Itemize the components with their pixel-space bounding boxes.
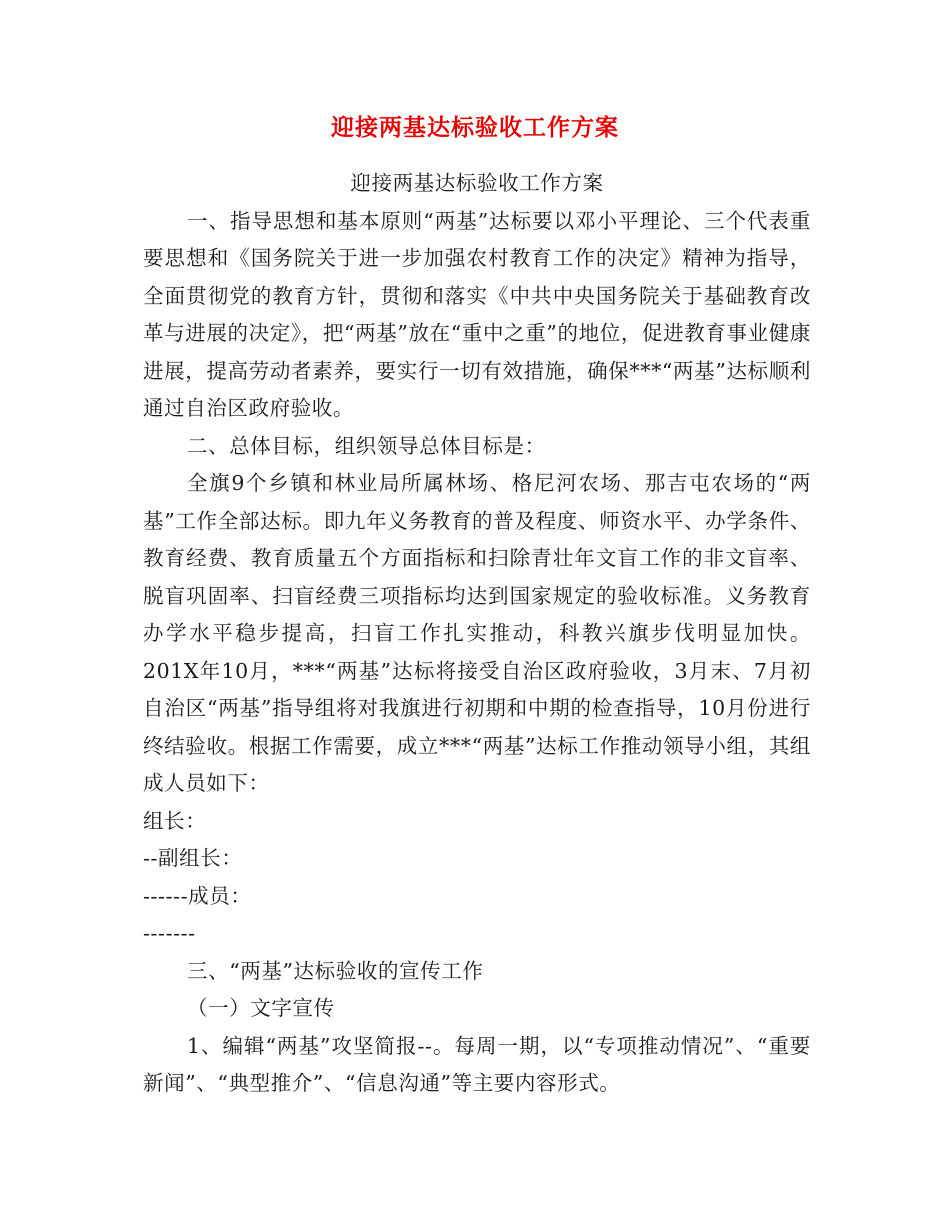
paragraph-briefing: 1、编辑“两基”攻坚简报--。每周一期，以“专项推动情况”、“重要新闻”、“典型推介”、“信息沟通”等主要内容形式。: [143, 1033, 811, 1095]
paragraph-guiding-principles: 一、指导思想和基本原则“两基”达标要以邓小平理论、三个代表重要思想和《国务院关于进一步加强农村教育工作的决定》精神为指导，全面贯彻党的教育方针，贯彻和落实《中共中央国务院关于基础教育改革与进展的决定》，把“两基”放在“重中之重”的地位，促进教育事业健康进展，提高劳动者素养，要实行一切有效措施，确保***“两基”达标顺利通过自治区政府验收。: [143, 208, 811, 420]
line-deputy-leader: --副组长：: [143, 846, 243, 870]
line-dashes: -------: [143, 921, 196, 945]
document-title: 迎接两基达标验收工作方案: [331, 114, 619, 141]
paragraph-overall-goal-heading: 二、总体目标，组织领导总体目标是：: [187, 433, 546, 458]
paragraph-text-publicity: （一）文字宣传: [187, 996, 335, 1020]
line-group-leader: 组长：: [143, 808, 207, 833]
document-body: [143, 165, 811, 1103]
paragraph-publicity-heading: 三、“两基”达标验收的宣传工作: [187, 958, 484, 983]
paragraph-overall-goal: 全旗9个乡镇和林业局所属林场、格尼河农场、那吉屯农场的“两基”工作全部达标。即九年义务教育的普及程度、师资水平、办学条件、教育经费、教育质量五个方面指标和扫除青壮年文盲工作的非文盲率、脱盲巩固率、扫盲经费三项指标均达到国家规定的验收标准。义务教育办学水平稳步提高，扫盲工作扎实推动，科教兴旗步伐明显加快。201X年10月，***“两基”达标将接受自治区政府验收，3月末、7月初自治区“两基”指导组将对我旗进行初期和中期的检查指导，10月份进行终结验收。根据工作需要，成立***“两基”达标工作推动领导小组，其组成人员如下：: [143, 471, 811, 795]
document-subtitle: 迎接两基达标验收工作方案: [350, 171, 604, 195]
line-members: ------成员：: [143, 883, 252, 908]
